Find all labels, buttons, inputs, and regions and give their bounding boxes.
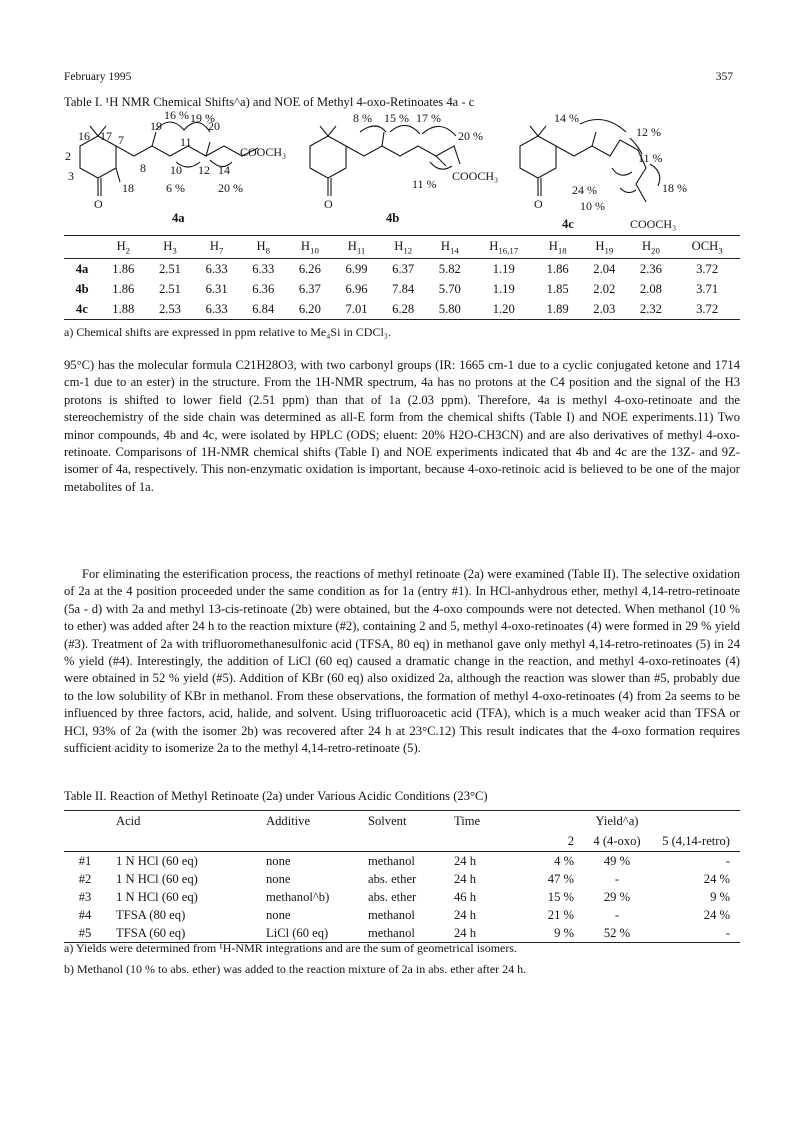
- nmr-table-header-row: [64, 236, 740, 259]
- yield-2-cell: 47 %: [547, 871, 574, 886]
- table-cell: 6.31: [205, 281, 228, 296]
- page-number: 357: [715, 71, 733, 83]
- time-cell: 24 h: [454, 853, 477, 868]
- table-cell: 2.02: [593, 281, 616, 296]
- structure-drawings: [60, 110, 740, 235]
- entry-id: #3: [78, 889, 92, 904]
- table-cell: 3.72: [696, 261, 719, 276]
- table-cell: 3.71: [696, 281, 719, 296]
- table-cell: 1.19: [492, 261, 515, 276]
- table-row: [64, 870, 740, 888]
- noe-4c-5: 18 %: [662, 181, 687, 195]
- table-cell: 1.86: [112, 281, 135, 296]
- table-cell: 6.33: [193, 299, 240, 320]
- col-yield-4: 4 (4-oxo): [582, 831, 652, 852]
- col-header: $H_{11}$: [333, 236, 380, 259]
- noe-4b-0: 8 %: [353, 111, 372, 125]
- yield-4-cell: -: [614, 871, 620, 886]
- table-cell: 2.51: [158, 261, 181, 276]
- pos-12: 12: [198, 163, 210, 177]
- table1-caption: [64, 95, 474, 110]
- table1-caption-text: Table I. ¹H NMR Chemical Shifts^a) and NOE of Methyl 4-oxo-Retinoates 4a - c: [64, 95, 475, 109]
- acid-cell: 1 N HCl (60 eq): [116, 853, 198, 868]
- table-cell: 6.33: [252, 261, 275, 276]
- table-cell: 7.01: [333, 299, 380, 320]
- table-cell: 2.53: [147, 299, 194, 320]
- pos-7: 7: [118, 133, 124, 147]
- additive-cell: none: [266, 871, 291, 886]
- col-yield-2: 2: [512, 831, 582, 852]
- col-header: $H_{10}$: [287, 236, 334, 259]
- body-paragraph-1: 95°C) has the molecular formula C21H28O3, with two carbonyl groups (IR: 1665 cm-1 due to a cyclic conjugated ketone and 1714 cm-1 due to an ester) in the structure. From the 1H-NMR spectrum, 4a has no protons at the C4 position and the signal of the H3 protons is shifted to lower field (2.51 ppm) than that of 1a (2.03 ppm). Therefore, 4a is methyl 4-oxo-retinoate and the stereochemistry of the side chain was determined as all-E form from the chemical shifts (Table I) and NOE experiments.11) Two minor compounds, 4b and 4c, were isolated by HPLC (ODS; eluent: 20% H2O-CH3CN) and are also derivatives of methyl 4-oxo-retinoate. Comparisons of 1H-NMR chemical shifts (Table I) and NOE experiments indicated that 4b and 4c are the 13Z- and 9Z-isomer of 4a, respectively. This non-enzymatic oxidation is important, because 4-oxo-retinoic acid is believed to be one of the major metabolites of 1a.: [64, 358, 740, 494]
- table-cell: 2.36: [639, 261, 662, 276]
- table-row: [64, 259, 740, 280]
- entry-id: #4: [78, 907, 92, 922]
- pos-18: 18: [122, 181, 134, 195]
- table-cell: 2.51: [158, 281, 181, 296]
- table-row: [64, 888, 740, 906]
- nmr-shift-table: [64, 235, 740, 320]
- col-header: $H_2$: [100, 236, 147, 259]
- yield-4-cell: 49 %: [603, 853, 631, 868]
- table-cell: 5.80: [426, 299, 473, 320]
- additive-cell: none: [266, 907, 291, 922]
- row-label: 4b: [75, 281, 89, 296]
- table-cell: 6.26: [298, 261, 321, 276]
- col-header: $H_{16,17}$: [473, 236, 534, 259]
- col-header: $OCH_3$: [674, 236, 740, 259]
- col-yield: Yield^a): [582, 811, 652, 832]
- noe-4b-4: 11 %: [412, 177, 437, 191]
- additive-cell: none: [266, 853, 291, 868]
- col-header: [64, 236, 100, 259]
- compound-4a-label: 4a: [172, 211, 185, 225]
- table2-footnote-a: a) Yields were determined from ¹H-NMR integrations and are the sum of geometrical isomers.: [64, 941, 518, 955]
- yield-2-cell: 4 %: [554, 853, 574, 868]
- noe-4c-1: 12 %: [636, 125, 661, 139]
- noe-4b-2: 17 %: [416, 111, 441, 125]
- noe-4c-2: 11 %: [638, 151, 663, 165]
- acid-cell: TFSA (80 eq): [116, 907, 186, 922]
- row-label: 4c: [64, 299, 100, 320]
- body-paragraph-2: For eliminating the esterification process, the reactions of methyl retinoate (2a) were examined (Table II). The selective oxidation of 2a at the 4 position proceeded under the same condition as for 1a (entry #1). In HCl-anhydrous ether, methyl 4,14-retro-retinoate (5a - d) with 2a and methyl 13-cis-retinoate (2b) were obtained, but the 4-oxo compounds were not detected. When methanol (10 % to ether) was added after 24 h to the reaction mixture (#2), containing 2 and 5, methyl 4-oxo-retinoates (4) were formed in 29 % yield (#3). Treatment of 2a with trifluoromethanesulfonic acid (TFSA, 80 eq) in methanol gave only methyl 4,14-retro-retinoates (5) in 24 % yield (#4). Interestingly, the addition of LiCl (60 eq) caused a dramatic change in the reaction, and methyl 4-oxo-retinoates (4) were obtained in 52 % yield (#5). Addition of KBr (60 eq) also oxidized 2a, although the reaction was slower than #5, probably due to the low solubility of KBr in methanol. From these observations, the formation of methyl 4-oxo-retinoates (4) from 2a seems to be influenced by three factors, acid, halide, and solvent. Using trifluoroacetic acid (TFA), which is a much weaker acid than TFSA or HCl, 93% of 2a (with the isomer 2b) was recovered after 24 h at 23°C.12) This result indicates that the 4-oxo formation requires sufficient acidity to isomerize 2a to the methyl 4,14-retro-retinoate (5).: [64, 567, 740, 756]
- ester-4a: COOCH₃: [240, 145, 287, 159]
- table-row: [64, 924, 740, 943]
- table-row: [64, 279, 740, 299]
- entry-id: #1: [78, 853, 92, 868]
- ester-4c: COOCH₃: [630, 217, 677, 231]
- table-cell: 5.82: [438, 261, 461, 276]
- ester-4b: COOCH₃: [452, 169, 499, 183]
- acid-cell: TFSA (60 eq): [106, 924, 266, 943]
- col-yield-5: 5 (4,14-retro): [652, 831, 740, 852]
- pos-16: 16: [78, 129, 90, 143]
- pos-10: 10: [170, 163, 182, 177]
- yield-5-cell: -: [725, 853, 730, 868]
- yield-5-cell: -: [652, 924, 740, 943]
- oxo-4b: O: [324, 197, 333, 211]
- noe-4a-3: 20 %: [218, 181, 243, 195]
- yield-5-cell: 9 %: [710, 889, 730, 904]
- col-header: $H_{20}$: [628, 236, 675, 259]
- struct-4c-ring: [520, 136, 556, 178]
- yield-2-cell: 9 %: [512, 924, 582, 943]
- table-row: [64, 906, 740, 924]
- table2-subheader-row: [64, 831, 740, 852]
- acid-cell: 1 N HCl (60 eq): [116, 871, 198, 886]
- pos-14: 14: [218, 163, 230, 177]
- col-header: $H_7$: [193, 236, 240, 259]
- table-cell: 6.28: [380, 299, 427, 320]
- table-cell: 1.88: [100, 299, 147, 320]
- col-header: $H_3$: [147, 236, 194, 259]
- noe-4a-2: 6 %: [166, 181, 185, 195]
- yield-2-cell: 15 %: [547, 889, 574, 904]
- solvent-cell: methanol: [368, 907, 415, 922]
- table-cell: 2.08: [639, 281, 662, 296]
- table-cell: 3.72: [674, 299, 740, 320]
- table-cell: 2.03: [581, 299, 628, 320]
- col-additive: Additive: [266, 811, 368, 832]
- col-time: Time: [454, 811, 512, 832]
- table-cell: 1.19: [492, 281, 515, 296]
- col-header: $H_{12}$: [380, 236, 427, 259]
- table-cell: 6.33: [205, 261, 228, 276]
- table-cell: 2.32: [628, 299, 675, 320]
- table-cell: 1.86: [112, 261, 135, 276]
- table-cell: 1.20: [473, 299, 534, 320]
- pos-20: 20: [208, 119, 220, 133]
- table-cell: 6.84: [240, 299, 287, 320]
- noe-4b-1: 15 %: [384, 111, 409, 125]
- col-header: $H_{14}$: [426, 236, 473, 259]
- time-cell: 24 h: [454, 907, 477, 922]
- compound-4c-label: 4c: [562, 217, 574, 231]
- table-row: [64, 852, 740, 871]
- col-header: $H_8$: [240, 236, 287, 259]
- noe-4b-3: 20 %: [458, 129, 483, 143]
- table-cell: 1.85: [546, 281, 569, 296]
- entry-id: #5: [64, 924, 106, 943]
- table2-caption: Table II. Reaction of Methyl Retinoate (2a) under Various Acidic Conditions (23°C): [64, 789, 488, 803]
- table-cell: 1.86: [546, 261, 569, 276]
- table-cell: 5.70: [438, 281, 461, 296]
- struct-4b-ring: [310, 136, 346, 178]
- table-cell: 6.36: [252, 281, 275, 296]
- table-cell: 2.04: [593, 261, 616, 276]
- oxo-4c: O: [534, 197, 543, 211]
- noe-4c-4: 10 %: [580, 199, 605, 213]
- table-cell: 6.37: [392, 261, 415, 276]
- entry-id: #2: [78, 871, 92, 886]
- acid-cell: 1 N HCl (60 eq): [116, 889, 198, 904]
- pos-11: 11: [180, 135, 192, 149]
- solvent-cell: abs. ether: [368, 889, 417, 904]
- table1-footnote: a) Chemical shifts are expressed in ppm relative to Me₄Si in CDCl₃.: [64, 325, 391, 339]
- solvent-cell: abs. ether: [368, 871, 417, 886]
- compound-4b-label: 4b: [386, 211, 400, 225]
- noe-4a-0: 16 %: [164, 110, 189, 122]
- table-row: [64, 299, 740, 320]
- col-header: $H_{18}$: [534, 236, 581, 259]
- table-cell: 6.20: [287, 299, 334, 320]
- col-solvent: Solvent: [368, 811, 454, 832]
- row-label: 4a: [75, 261, 89, 276]
- time-cell: 24 h: [454, 924, 512, 943]
- yield-4-cell: 29 %: [603, 889, 631, 904]
- noe-4c-0: 14 %: [554, 111, 579, 125]
- reaction-conditions-table: [64, 810, 740, 943]
- table-cell: 6.99: [345, 261, 368, 276]
- pos-2: 2: [65, 149, 71, 163]
- yield-5-cell: 24 %: [703, 907, 730, 922]
- table-cell: 6.96: [345, 281, 368, 296]
- table2-header-row: [64, 811, 740, 832]
- pos-3: 3: [68, 169, 74, 183]
- time-cell: 24 h: [454, 871, 477, 886]
- yield-5-cell: 24 %: [703, 871, 730, 886]
- pos-8: 8: [140, 161, 146, 175]
- yield-2-cell: 21 %: [547, 907, 574, 922]
- table-cell: 1.89: [534, 299, 581, 320]
- additive-cell: methanol^b): [266, 889, 330, 904]
- yield-4-cell: -: [614, 907, 620, 922]
- noe-4c-3: 24 %: [572, 183, 597, 197]
- solvent-cell: methanol: [368, 924, 454, 943]
- table2-footnote-b: b) Methanol (10 % to abs. ether) was added to the reaction mixture of 2a in abs. ether after 24 h.: [64, 962, 527, 976]
- noe-4a-1: 19 %: [190, 111, 215, 125]
- time-cell: 46 h: [454, 889, 477, 904]
- col-header: $H_{19}$: [581, 236, 628, 259]
- table-cell: 6.37: [298, 281, 321, 296]
- table-cell: 7.84: [392, 281, 415, 296]
- yield-4-cell: 52 %: [582, 924, 652, 943]
- oxo-4a: O: [94, 197, 103, 211]
- pos-19: 19: [150, 119, 162, 133]
- journal-date: February 1995: [64, 71, 132, 83]
- col-acid: Acid: [106, 811, 266, 832]
- chemical-structures: [60, 110, 740, 235]
- additive-cell: LiCl (60 eq): [266, 924, 368, 943]
- pos-17: 17: [100, 129, 112, 143]
- solvent-cell: methanol: [368, 853, 415, 868]
